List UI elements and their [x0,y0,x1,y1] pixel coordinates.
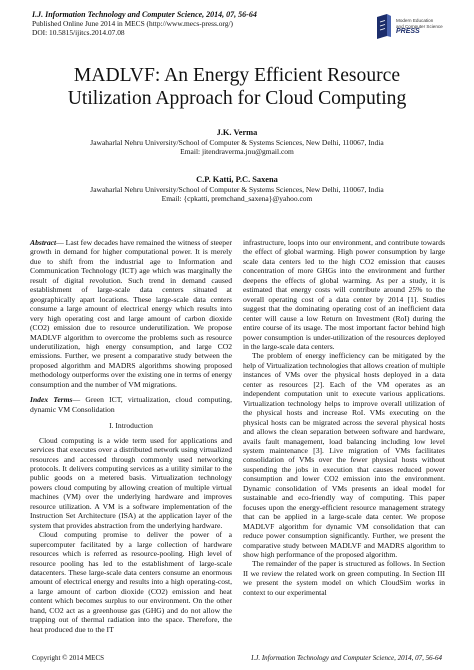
author-affiliation: Jawaharlal Nehru University/School of Computer & Systems Sciences, New Delhi, 110067, India [90,185,384,194]
doi: DOI: 10.5815/ijitcs.2014.07.08 [32,28,125,38]
publisher-logo [374,10,444,48]
paragraph: The problem of energy inefficiency can be mitigated by the help of Virtualization technologies that allows creation of multiple instances of VMs over the physical hosts deployed in a data center as resources [2]. Each of the VM operates as an independent computation unit to execute various applications. Virtualization technology helps to improve overall utilization of the physical hosts and increase RoI. VMs executing on the physical hosts can be migrated across the several physical hosts and allows the clean separation between software and hardware, avails fault management, load balancing including low level system maintenance [3]. Live migration of VMs facilitates consolidation of VMs over the fewer physical hosts without suspending the jobs in execution that causes reduced power consumption and lower CO2 emission into the environment. Dynamic consolidation of VMs presents an ideal model for sustainable and eco-friendly way of computing. This paper focuses upon the energy-efficient resource management strategy that can be applied in a large-scale data center. We propose MADLVF algorithm for dynamic VM consolidation that can reduce power consumption significantly. Further, we present the comparative study between MADLVF and MADRS algorithm to show high performance of the proposed algorithm. [243,351,445,559]
index-terms [30,395,232,414]
publisher-brand: PRESS [396,28,420,36]
abstract-text: — Last few decades have remained the witness of steeper growth in demand for higher computational power. It is merely due to shift from the industrial age to Information and Communication Technology (ICT) age which was marginally the result of digital revolution. Such trend in demand caused establishment of large-scale data centers situated at geographically apart locations. These large-scale data centers consume a large amount of electrical energy which results into very high operating cost and large amount of carbon dioxide (CO2) emission due to resource underutilization. We propose MADLVF algorithm to overcome the problems such as resource underutilization, high energy consumption, and large CO2 emissions. Further, we present a comparative study between the proposed algorithm and MADRS algorithms showing proposed methodology outperforms over the existing one in terms of energy consumption and the number of VM migrations. [30,238,232,389]
paragraph: infrastructure, loops into our environment, and contribute towards the effect of global warming. High power consumption by large scale data centers led to the high CO2 emission that causes concentration of more GHGs into the environment and further deepens the effects of global warming. As per a study, it is estimated that energy costs will contribute around 25% to the overall operating cost of a data center by 2014 [1]. Studies suggest that the dominating operating cost of an inefficient data center will cause a low Return on Investment (RoI) during the entire course of its usage. The most important factor behind high power consumption is under-utilization of the resources deployed in the large-scale data centers. [243,238,445,351]
paragraph: The remainder of the paper is structured as follows. In Section II we review the related work on green computing. In Section III we present the system model on which CloudSim works in context to our experimental [243,559,445,597]
author-email: Email: {cpkatti, premchand_saxena}@yahoo.com [161,194,313,204]
paragraph: Cloud computing promise to deliver the power of a supercomputer facilitated by a large collection of hardware resources which is referred as resource-pooling. High level of resource pooling has led to the establishment of large-scale datacenters. These large-scale data centers consume an enormous amount of electrical energy and results into a high operating-cost, a large amount of carbon dioxide (CO2) emission and heat content which becomes surplus to our environment. On the other hand, CO2 act as a greenhouse gas (GHG) and do not allow the trapping out of thermal radiation into the space. Therefore, the heat produced due to the IT [30,530,232,634]
footer-journal: I.J. Information Technology and Computer Science, 2014, 07, 56-64 [251,654,442,662]
publication-info: Published Online June 2014 in MECS (http://www.mecs-press.org/) [32,19,233,29]
publisher-line-1: Modern Education [396,18,434,23]
index-terms-label: Index Terms [30,395,73,405]
author-block-1 [20,127,454,156]
title-line-1: MADLVF: An Energy Efficient Resource [73,65,401,86]
author-name: J.K. Verma [216,128,258,137]
index-terms-text: — Green ICT, virtualization, cloud computing, dynamic VM Consolidation [30,395,233,414]
author-affiliation: Jawaharlal Nehru University/School of Computer & Systems Sciences, New Delhi, 110067, India [90,138,384,147]
publisher-logo-icon [374,12,394,40]
left-column [30,238,232,634]
publisher-line-2: and Computer Science [396,23,443,29]
paragraph: Cloud computing is a wide term used for applications and services that executes over a distributed network using virtualized resources and accessed through commonly used networking protocols. It delivers computing services as a utility similar to the public goods on a metered basis. Virtualization technology powers cloud computing by allowing creation of multiple virtual machines (VM) over the underlying hardware and improves resource utilization. A VM is a software implementation of the Instruction Set Architecture (ISA) at the application layer of the system that provides abstraction from the underlying hardware. [30,435,232,530]
journal-header [32,10,332,38]
abstract-label: Abstract [30,238,57,247]
title-line-2: Utilization Approach for Cloud Computing [67,88,407,109]
abstract [30,238,232,389]
publisher-logo-text [396,18,443,35]
author-email: Email: jitendraverma.jnu@gmail.com [180,147,294,157]
right-column [243,238,445,597]
section-heading: I. Introduction [109,421,153,431]
journal-name: I.J. Information Technology and Computer Science, 2014, 07, 56-64 [32,10,257,19]
author-block-2 [20,174,454,203]
author-name: C.P. Katti, P.C. Saxena [196,175,278,184]
footer-copyright: Copyright © 2014 MECS [32,654,105,662]
paper-title [20,64,454,110]
